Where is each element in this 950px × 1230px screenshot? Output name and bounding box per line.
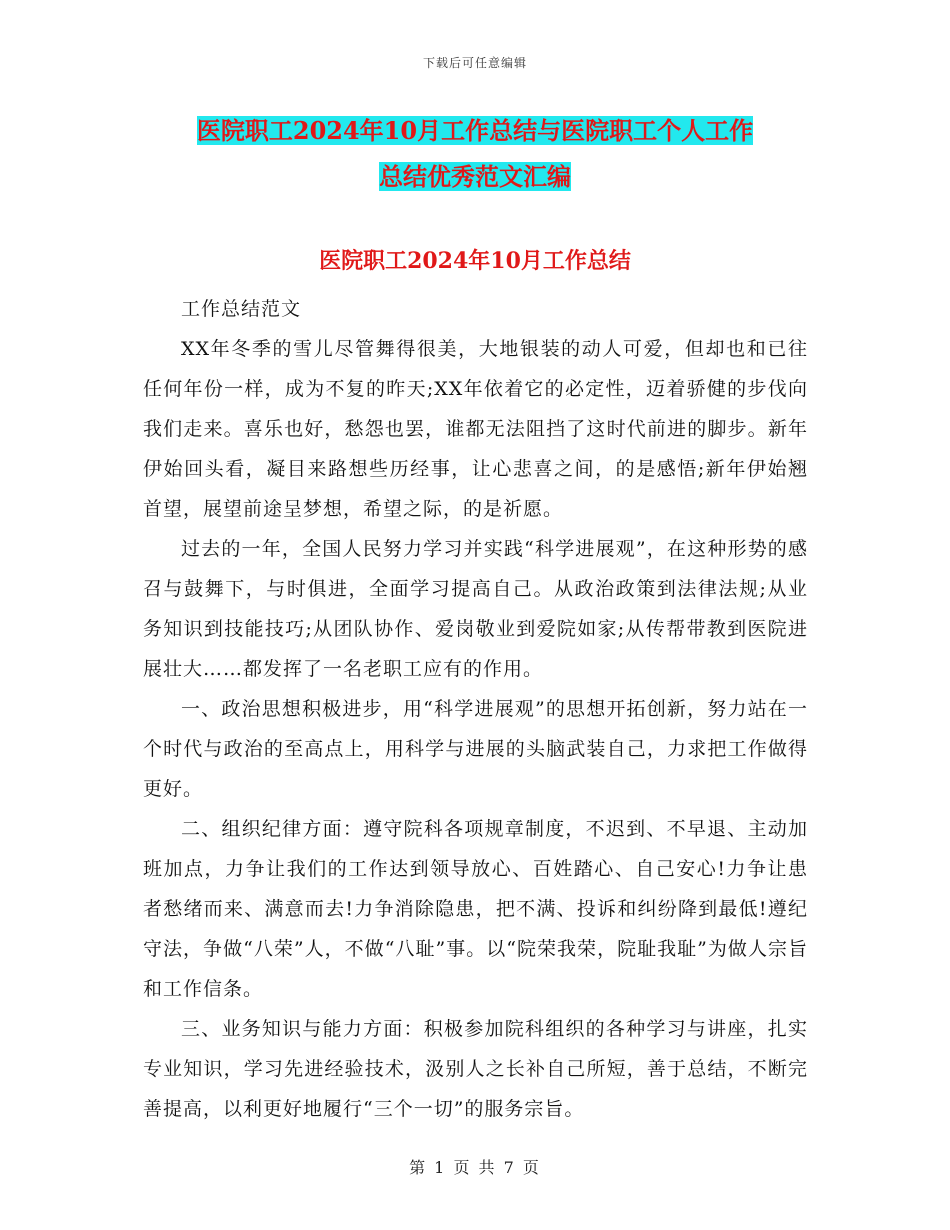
- paragraph: 二、组织纪律方面：遵守院科各项规章制度，不迟到、不早退、主动加班加点，力争让我们的工作达到领导放心、百姓踏心、自己安心!力争让患者愁绪而来、满意而去!力争消除隐患，把不满、投诉和纠纷降到最低!遵纪守法，争做“八荣”人，不做“八耻”事。以“院荣我荣，院耻我耻”为做人宗旨和工作信条。: [143, 818, 808, 1000]
- page-number-footer: 第 1 页 共 7 页: [409, 1158, 541, 1177]
- paragraph: 过去的一年，全国人民努力学习并实践“科学进展观”，在这种形势的感召与鼓舞下，与时俱进，全面学习提高自己。从政治政策到法律法规;从业务知识到技能技巧;从团队协作、爱岗敬业到爱院如家;从传帮带教到医院进展壮大……都发挥了一名老职工应有的作用。: [143, 538, 808, 680]
- document-title-line-2: 总结优秀范文汇编: [379, 162, 571, 191]
- body-content: [143, 289, 808, 1129]
- page-header-note: 下载后可任意编辑: [422, 56, 527, 70]
- section-title: 医院职工2024年10月工作总结: [319, 248, 631, 274]
- paragraph: 一、政治思想积极进步，用“科学进展观”的思想开拓创新，努力站在一个时代与政治的至高点上，用科学与进展的头脑武装自己，力求把工作做得更好。: [143, 698, 808, 800]
- paragraph: 三、业务知识与能力方面：积极参加院科组织的各种学习与讲座，扎实专业知识，学习先进经验技术，汲别人之长补自己所短，善于总结，不断完善提高，以利更好地履行“三个一切”的服务宗旨。: [143, 1018, 808, 1120]
- document-title-line-1: 医院职工2024年10月工作总结与医院职工个人工作: [196, 116, 754, 145]
- document-title: [140, 108, 810, 200]
- paragraph-subheading: 工作总结范文: [181, 298, 302, 320]
- paragraph: XX年冬季的雪儿尽管舞得很美，大地银装的动人可爱，但却也和已往任何年份一样，成为不复的昨天;XX年依着它的必定性，迈着骄健的步伐向我们走来。喜乐也好，愁怨也罢，谁都无法阻挡了这时代前进的脚步。新年伊始回头看，凝目来路想些历经事，让心悲喜之间，的是感悟;新年伊始翘首望，展望前途呈梦想，希望之际，的是祈愿。: [143, 338, 808, 520]
